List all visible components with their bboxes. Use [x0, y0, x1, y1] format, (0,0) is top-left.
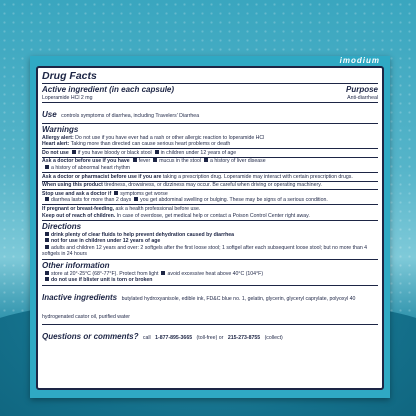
inactive-ingredients: Inactive ingredients butylated hydroxyanisole, edible ink, FD&C blue no. 1, gelatin, glycerin, glyceryl caprylate, polyoxyl 40 hydrogenated castor oil, purified water: [42, 292, 356, 320]
do-not-use: Do not use if you have bloody or black stool in children under 12 years of age: [42, 149, 237, 156]
ask-doctor-cont: a history of abnormal heart rhythm: [42, 165, 378, 172]
bullet-square-icon: [114, 191, 118, 195]
bullet-square-icon: [45, 238, 49, 242]
other-info-title: Other information: [42, 261, 110, 270]
stop-use: Stop use and ask a doctor if symptoms get worse: [42, 190, 168, 197]
heart-alert: Heart alert: Taking more than directed can cause serious heart problems or death: [42, 141, 231, 148]
bullet-square-icon: [204, 158, 208, 162]
bullet-square-icon: [45, 277, 49, 281]
ask-pharmacist: Ask a doctor or pharmacist before use if you are taking a prescription drug. Loperamide may interact with certain prescription drugs.: [42, 173, 353, 180]
when-using: When using this product tiredness, drowsiness, or dizziness may occur. Be careful when driving or operating machinery.: [42, 182, 322, 189]
use-section: Use controls symptoms of diarrhea, including Travelers' Diarrhea: [42, 110, 200, 120]
other-info-2: do not use if blister unit is torn or broken: [42, 277, 378, 284]
product-box: [30, 56, 390, 398]
bullet-square-icon: [161, 271, 165, 275]
box-top-edge: imodium: [339, 56, 380, 65]
drug-facts-panel: [36, 66, 384, 390]
directions-title: Directions: [42, 222, 82, 232]
direction-3: adults and children 12 years and over: 2 softgels after the first loose stool; 1 softgel after each subsequent loose stool; but no more than 4 softgels in 24 hours: [42, 244, 368, 258]
ask-doctor: Ask a doctor before use if you have fever mucus in the stool a history of liver disease: [42, 158, 266, 165]
bullet-square-icon: [155, 150, 159, 154]
warnings-title: Warnings: [42, 125, 79, 135]
bullet-square-icon: [133, 158, 137, 162]
allergy-alert: Allergy alert: Do not use if you have ever had a rash or other allergic reaction to loperamide HCl: [42, 134, 265, 141]
keep-out-of-reach: Keep out of reach of children. In case of overdose, get medical help or contact a Poison Control Center right away.: [42, 212, 310, 219]
bullet-square-icon: [45, 165, 49, 169]
active-ingredient-row: Loperamide HCl 2 mg Anti-diarrheal: [42, 94, 378, 101]
bullet-square-icon: [72, 150, 76, 154]
bullet-square-icon: [45, 245, 49, 249]
bullet-square-icon: [45, 271, 49, 275]
bullet-square-icon: [134, 197, 138, 201]
stop-use-cont: diarrhea lasts for more than 2 days you get abdominal swelling or bulging. These may be signs of a serious condition.: [42, 197, 378, 204]
bullet-square-icon: [153, 158, 157, 162]
active-ingredient-header: Active ingredient (in each capsule) Purpose: [42, 85, 378, 94]
direction-1: drink plenty of clear fluids to help prevent dehydration caused by diarrhea: [42, 232, 378, 239]
questions-section: Questions or comments? call 1-877-895-3665 (toll-free) or 215-273-8755 (collect): [42, 331, 283, 341]
bullet-square-icon: [45, 232, 49, 236]
direction-2: not for use in children under 12 years of age: [42, 238, 378, 245]
pregnant-warning: If pregnant or breast-feeding, ask a health professional before use.: [42, 205, 201, 212]
bullet-square-icon: [45, 197, 49, 201]
panel-title: Drug Facts: [42, 70, 97, 82]
other-info-1: store at 20°-25°C (68°-77°F). Protect from light avoid excessive heat above 40°C (104°F): [42, 271, 378, 278]
